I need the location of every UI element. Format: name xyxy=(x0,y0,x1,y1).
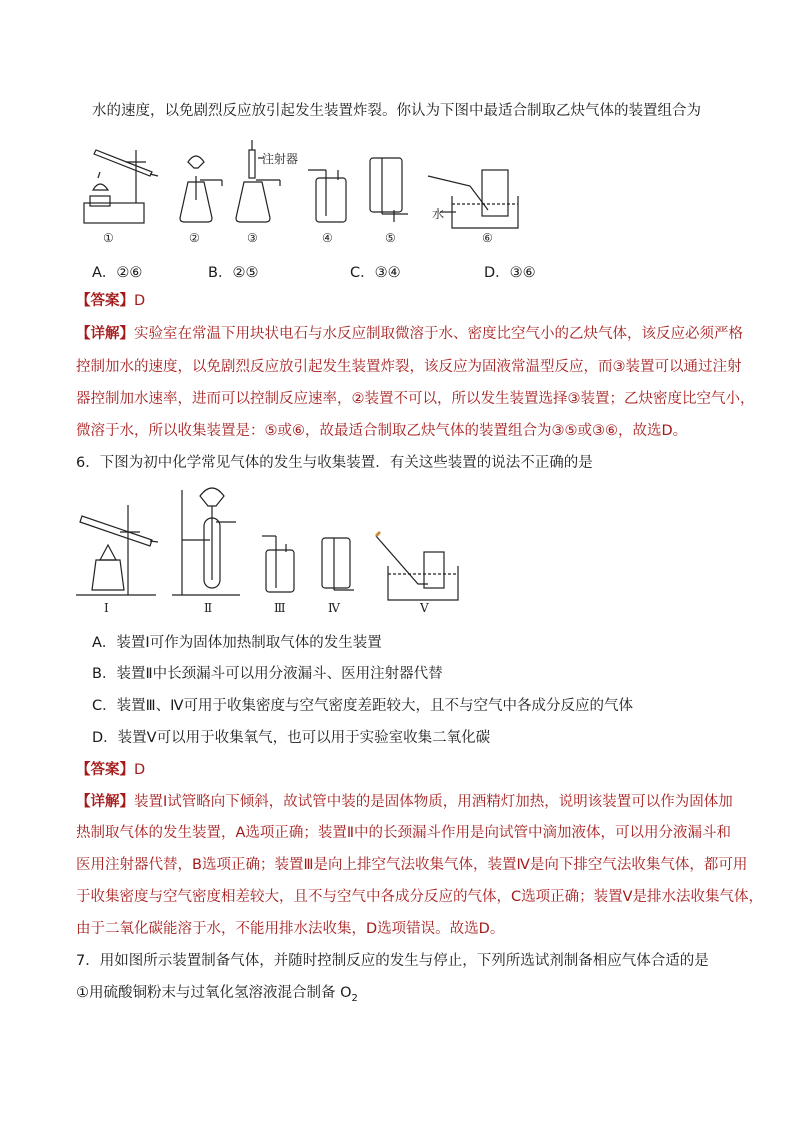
answer-tag: 【答案】 xyxy=(76,293,134,309)
fig-label-1: ① xyxy=(103,231,114,245)
apparatus-I xyxy=(76,505,158,595)
apparatus-V xyxy=(376,532,458,600)
fig-label-2: ② xyxy=(189,231,200,245)
explain-tag: 【详解】 xyxy=(76,326,134,342)
q5-intro-line: 水的速度，以免剧烈反应放引起发生装置炸裂。你认为下图中最适合制取乙炔气体的装置组合为 xyxy=(92,103,701,119)
fig-label-4: ④ xyxy=(322,231,333,245)
apparatus-II xyxy=(172,488,240,595)
explain-text: 装置Ⅰ试管略向下倾斜，故试管中装的是固体物质，用酒精灯加热，说明该装置可以作为固体加 xyxy=(134,794,733,810)
q5-explain-line-3: 器控制加水速率，进而可以控制反应速率，②装置不可以，所以发生装置选择③装置；乙炔密度比空气小， xyxy=(76,391,755,407)
fig-label-I: Ⅰ xyxy=(104,601,109,615)
q6-answer-line xyxy=(76,760,145,780)
answer-tag: 【答案】 xyxy=(76,762,134,778)
apparatus-III xyxy=(262,536,294,592)
fig-label-5: ⑤ xyxy=(385,231,396,245)
q5-option-c: C．③④ xyxy=(350,265,401,281)
q7-stem: 7．用如图所示装置制备气体，并随时控制反应的发生与停止，下列所选试剂制备相应气体合适的是 xyxy=(76,953,709,969)
fig-label-IV: Ⅳ xyxy=(328,601,340,615)
q6-explain-line-3: 医用注射器代替，B选项正确；装置Ⅲ是向上排空气法收集气体，装置Ⅳ是向下排空气法收集气体，都可用 xyxy=(76,857,748,873)
fig-label-V: Ⅴ xyxy=(420,601,429,615)
q6-option-b: B．装置Ⅱ中长颈漏斗可以用分液漏斗、医用注射器代替 xyxy=(92,666,443,682)
q5-option-a: A．②⑥ xyxy=(92,265,143,281)
q5-explain-line-4: 微溶于水，所以收集装置是：⑤或⑥，故最适合制取乙炔气体的装置组合为③⑤或③⑥，故选D。 xyxy=(76,423,688,439)
fig-label-II: Ⅱ xyxy=(204,601,213,615)
q6-option-c: C．装置Ⅲ、Ⅳ可用于收集密度与空气密度差距较大，且不与空气中各成分反应的气体 xyxy=(92,698,633,714)
q7-item-1 xyxy=(76,983,358,1009)
q5-option-b: B．②⑤ xyxy=(208,265,259,281)
q6-explain-line-1 xyxy=(76,792,733,812)
fig-label-3: ③ xyxy=(247,231,258,245)
explain-tag: 【详解】 xyxy=(76,794,134,810)
q6-option-a: A．装置Ⅰ可作为固体加热制取气体的发生装置 xyxy=(92,635,382,651)
q7-item-1-subscript: 2 xyxy=(351,992,358,1004)
q5-option-d: D．③⑥ xyxy=(484,265,536,281)
answer-value: D xyxy=(134,293,146,309)
explain-text: 实验室在常温下用块状电石与水反应制取微溶于水、密度比空气小的乙炔气体，该反应必须严格 xyxy=(134,326,743,342)
q6-explain-line-2: 热制取气体的发生装置，A选项正确；装置Ⅱ中的长颈漏斗作用是向试管中滴加液体，可以用分液漏斗和 xyxy=(76,825,732,841)
q5-explain-line-2: 控制加水的速度，以免剧烈反应放引起发生装置炸裂，该反应为固液常温型反应，而③装置可以通过注射 xyxy=(76,359,742,375)
water-label: 水 xyxy=(432,207,445,221)
syringe-label: 注射器 xyxy=(262,152,299,166)
apparatus-IV xyxy=(322,538,354,590)
fig-label-III: Ⅲ xyxy=(274,601,286,615)
q6-explain-line-5: 由于二氧化碳能溶于水，不能用排水法收集，D选项错误。故选D。 xyxy=(76,921,505,937)
answer-value: D xyxy=(134,762,146,778)
q6-stem: 6．下图为初中化学常见气体的发生与收集装置．有关这些装置的说法不正确的是 xyxy=(76,455,593,471)
fig-label-6: ⑥ xyxy=(482,231,493,245)
q7-item-1-text: ①用硫酸铜粉末与过氧化氢溶液混合制备 O xyxy=(76,985,352,1001)
q6-explain-line-4: 于收集密度与空气密度相差较大，且不与空气中各成分反应的气体，C选项正确；装置Ⅴ是排水法收集气体， xyxy=(76,889,764,905)
q6-option-d: D．装置Ⅴ可以用于收集氧气，也可以用于实验室收集二氧化碳 xyxy=(92,730,491,746)
